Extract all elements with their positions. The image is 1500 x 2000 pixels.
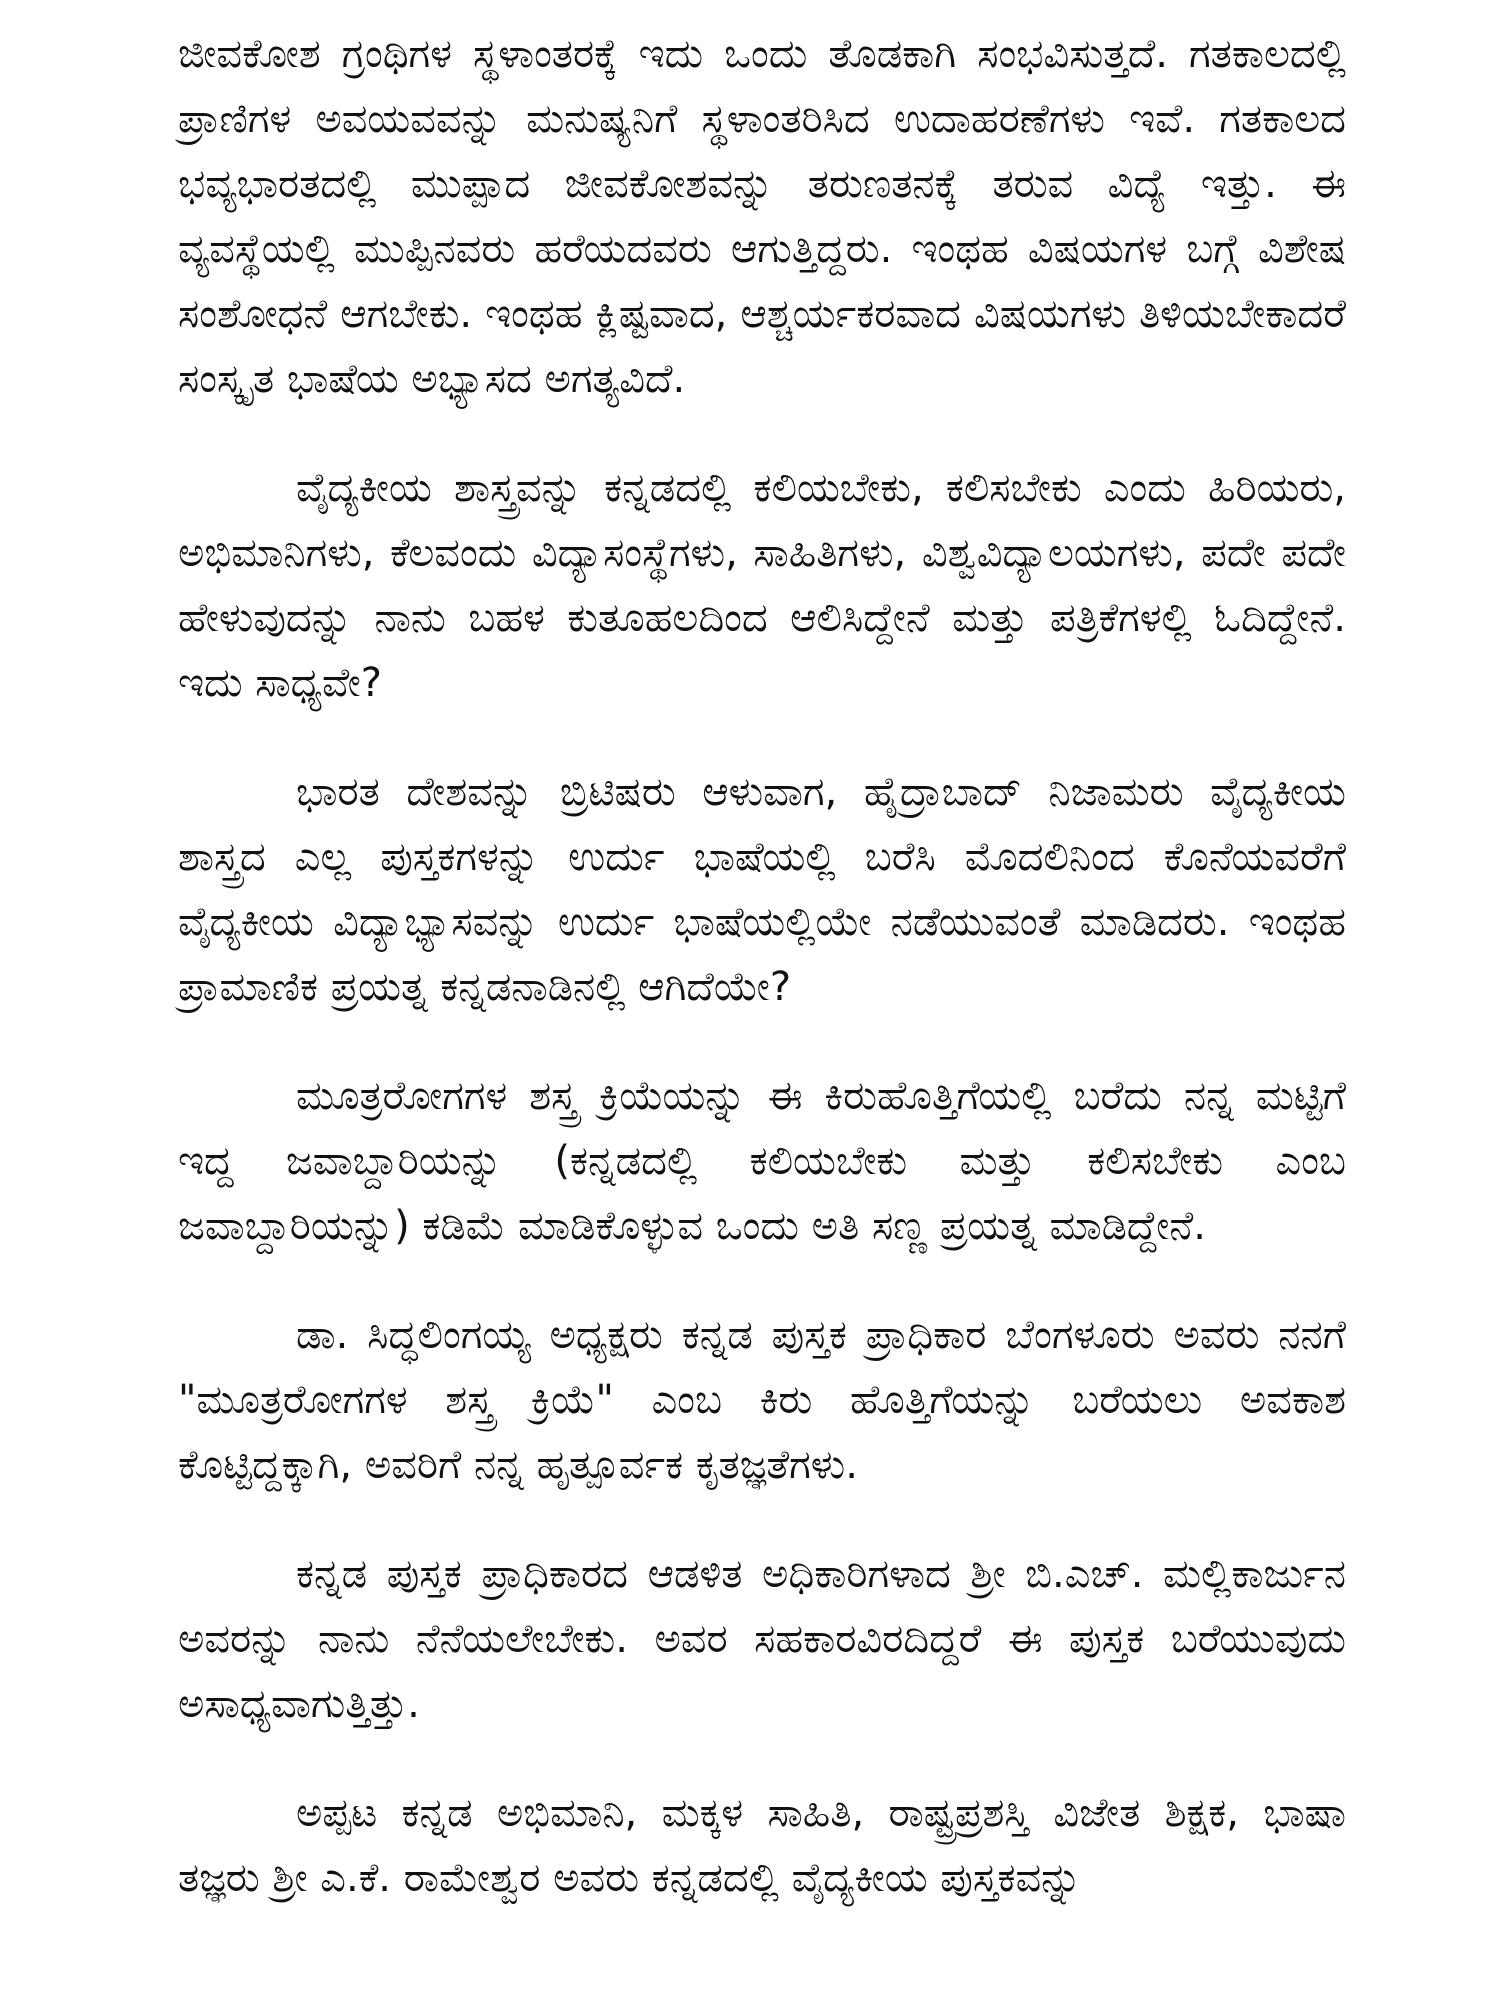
body-text [178,22,1346,1911]
paragraph-2: ವೈದ್ಯಕೀಯ ಶಾಸ್ತ್ರವನ್ನು ಕನ್ನಡದಲ್ಲಿ ಕಲಿಯಬೇಕು, ಕಲಿಸಬೇಕು ಎಂದು ಹಿರಿಯರು, ಅಭಿಮಾನಿಗಳು, ಕೆಲವಂದು ವಿದ್ಯಾಸಂಸ್ಥೆಗಳು, ಸಾಹಿತಿಗಳು, ವಿಶ್ವವಿದ್ಯಾಲಯಗಳು, ಪದೇ ಪದೇ ಹೇಳುವುದನ್ನು ನಾನು ಬಹಳ ಕುತೂಹಲದಿಂದ ಆಲಿಸಿದ್ದೇನೆ ಮತ್ತು ಪತ್ರಿಕೆಗಳಲ್ಲಿ ಓದಿದ್ದೇನೆ. ಇದು ಸಾಧ್ಯವೇ? [178,465,1346,706]
paragraph-7: ಅಪ್ಪಟ ಕನ್ನಡ ಅಭಿಮಾನಿ, ಮಕ್ಕಳ ಸಾಹಿತಿ, ರಾಷ್ಟ್ರಪ್ರಶಸ್ತಿ ವಿಜೇತ ಶಿಕ್ಷಕ, ಭಾಷಾ ತಜ್ಞರು ಶ್ರೀ ಎ.ಕೆ. ರಾಮೇಶ್ವರ ಅವರು ಕನ್ನಡದಲ್ಲಿ ವೈದ್ಯಕೀಯ ಪುಸ್ತಕವನ್ನು [178,1790,1346,1901]
paragraph-4: ಮೂತ್ರರೋಗಗಳ ಶಸ್ತ್ರ ಕ್ರಿಯೆಯನ್ನು ಈ ಕಿರುಹೊತ್ತಿಗೆಯಲ್ಲಿ ಬರೆದು ನನ್ನ ಮಟ್ಟಿಗೆ ಇದ್ದ ಜವಾಬ್ದಾರಿಯನ್ನು (ಕನ್ನಡದಲ್ಲಿ ಕಲಿಯಬೇಕು ಮತ್ತು ಕಲಿಸಬೇಕು ಎಂಬ ಜವಾಬ್ದಾರಿಯನ್ನು) ಕಡಿಮೆ ಮಾಡಿಕೊಳ್ಳುವ ಒಂದು ಅತಿ ಸಣ್ಣ ಪ್ರಯತ್ನ ಮಾಡಿದ್ದೇನೆ. [178,1073,1346,1249]
paragraph-1: ಜೀವಕೋಶ ಗ್ರಂಥಿಗಳ ಸ್ಥಳಾಂತರಕ್ಕೆ ಇದು ಒಂದು ತೊಡಕಾಗಿ ಸಂಭವಿಸುತ್ತದೆ. ಗತಕಾಲದಲ್ಲಿ ಪ್ರಾಣಿಗಳ ಅವಯವವನ್ನು ಮನುಷ್ಯನಿಗೆ ಸ್ಥಳಾಂತರಿಸಿದ ಉದಾಹರಣೆಗಳು ಇವೆ. ಗತಕಾಲದ ಭವ್ಯಭಾರತದಲ್ಲಿ ಮುಪ್ಪಾದ ಜೀವಕೋಶವನ್ನು ತರುಣತನಕ್ಕೆ ತರುವ ವಿದ್ಯೆ ಇತ್ತು. ಈ ವ್ಯವಸ್ಥೆಯಲ್ಲಿ ಮುಪ್ಪಿನವರು ಹರೆಯದವರು ಆಗುತ್ತಿದ್ದರು. ಇಂಥಹ ವಿಷಯಗಳ ಬಗ್ಗೆ ವಿಶೇಷ ಸಂಶೋಧನೆ ಆಗಬೇಕು. ಇಂಥಹ ಕ್ಲಿಷ್ಟವಾದ, ಆಶ್ಚರ್ಯಕರವಾದ ವಿಷಯಗಳು ತಿಳಿಯಬೇಕಾದರೆ ಸಂಸ್ಕೃತ ಭಾಷೆಯ ಅಭ್ಯಾಸದ ಅಗತ್ಯವಿದೆ. [178,31,1346,402]
paragraph-5: ಡಾ. ಸಿದ್ಧಲಿಂಗಯ್ಯ ಅಧ್ಯಕ್ಷರು ಕನ್ನಡ ಪುಸ್ತಕ ಪ್ರಾಧಿಕಾರ ಬೆಂಗಳೂರು ಅವರು ನನಗೆ "ಮೂತ್ರರೋಗಗಳ ಶಸ್ತ್ರ ಕ್ರಿಯೆ" ಎಂಬ ಕಿರು ಹೊತ್ತಿಗೆಯನ್ನು ಬರೆಯಲು ಅವಕಾಶ ಕೊಟ್ಟಿದ್ದಕ್ಕಾಗಿ, ಅವರಿಗೆ ನನ್ನ ಹೃತ್ಪೂರ್ವಕ ಕೃತಜ್ಞತೆಗಳು. [178,1312,1346,1488]
paragraph-3: ಭಾರತ ದೇಶವನ್ನು ಬ್ರಿಟಿಷರು ಆಳುವಾಗ, ಹೈದ್ರಾಬಾದ್ ನಿಜಾಮರು ವೈದ್ಯಕೀಯ ಶಾಸ್ತ್ರದ ಎಲ್ಲ ಪುಸ್ತಕಗಳನ್ನು ಉರ್ದು ಭಾಷೆಯಲ್ಲಿ ಬರೆಸಿ ಮೊದಲಿನಿಂದ ಕೊನೆಯವರೆಗೆ ವೈದ್ಯಕೀಯ ವಿದ್ಯಾಭ್ಯಾಸವನ್ನು ಉರ್ದು ಭಾಷೆಯಲ್ಲಿಯೇ ನಡೆಯುವಂತೆ ಮಾಡಿದರು. ಇಂಥಹ ಪ್ರಾಮಾಣಿಕ ಪ್ರಯತ್ನ ಕನ್ನಡನಾಡಿನಲ್ಲಿ ಆಗಿದೆಯೇ? [178,769,1346,1010]
paragraph-6: ಕನ್ನಡ ಪುಸ್ತಕ ಪ್ರಾಧಿಕಾರದ ಆಡಳಿತ ಅಧಿಕಾರಿಗಳಾದ ಶ್ರೀ ಬಿ.ಎಚ್. ಮಲ್ಲಿಕಾರ್ಜುನ ಅವರನ್ನು ನಾನು ನೆನೆಯಲೇಬೇಕು. ಅವರ ಸಹಕಾರವಿರದಿದ್ದರೆ ಈ ಪುಸ್ತಕ ಬರೆಯುವುದು ಅಸಾಧ್ಯವಾಗುತ್ತಿತ್ತು. [178,1551,1346,1727]
